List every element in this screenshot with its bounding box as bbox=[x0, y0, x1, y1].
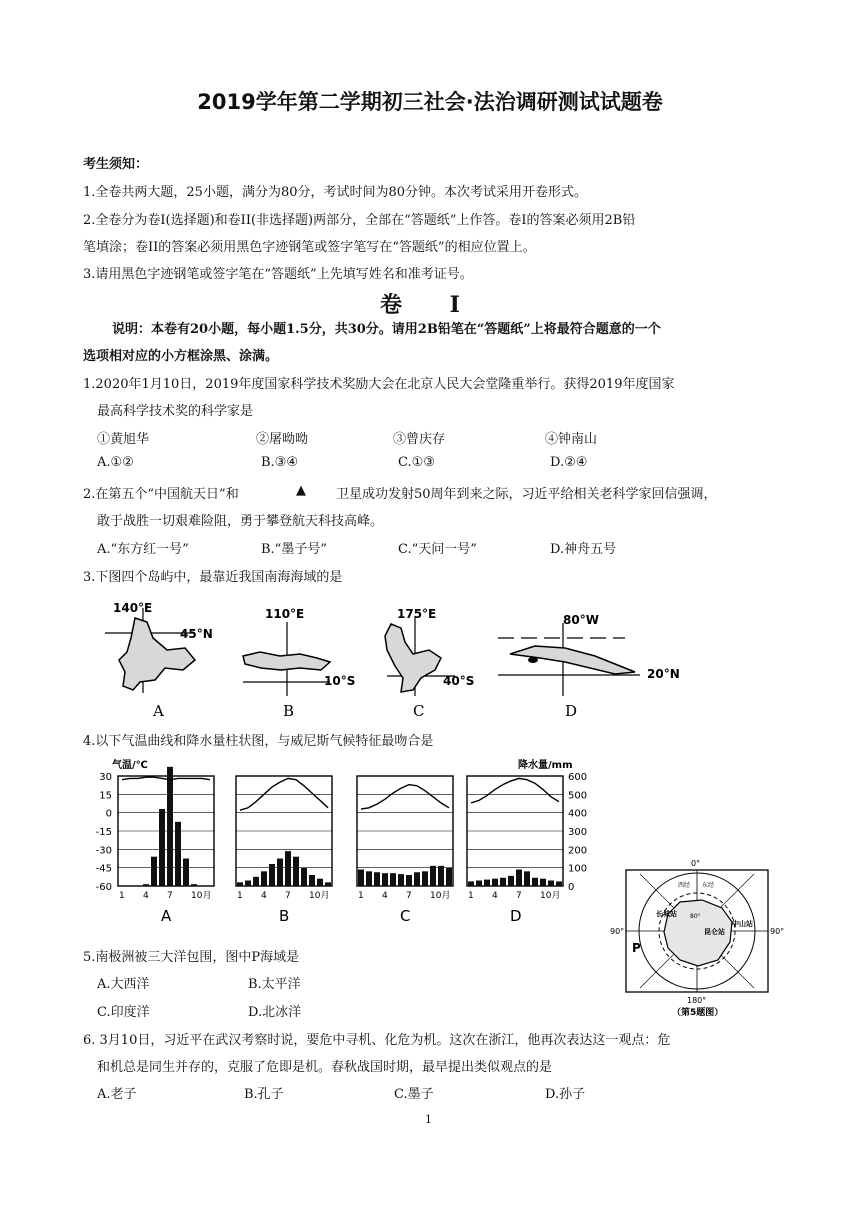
q6-stem: 和机总是同生并存的，克服了危即是机。春秋战国时期，最早提出类似观点的是 bbox=[97, 1060, 553, 1075]
precip-bar bbox=[309, 875, 315, 886]
precip-bar bbox=[374, 872, 380, 886]
page-number: 1 bbox=[425, 1113, 432, 1126]
climate-chart-c bbox=[357, 776, 453, 925]
map-top-label: 0° bbox=[691, 859, 701, 868]
temp-tick-label: -30 bbox=[95, 845, 112, 857]
precip-bar bbox=[438, 866, 444, 886]
map-right-label: 90° bbox=[770, 927, 785, 936]
month-tick-label: 10月 bbox=[191, 891, 212, 901]
zhongshan-label: 中山站 bbox=[732, 920, 753, 928]
month-tick-label: 7 bbox=[406, 891, 412, 901]
precip-bar bbox=[398, 874, 404, 886]
q6-stem: 6. 3月10日，习近平在武汉考察时说，要危中寻机、化危为机。这次在浙江，他再次表达这一观点：危 bbox=[83, 1033, 671, 1048]
map-label: C bbox=[413, 702, 425, 720]
q5-option: A.大西洋 bbox=[97, 977, 150, 992]
chart-label: D bbox=[510, 907, 522, 925]
precip-tick-label: 400 bbox=[568, 808, 588, 820]
q5-option: B.太平洋 bbox=[248, 977, 301, 992]
month-tick-label: 1 bbox=[119, 891, 125, 901]
map-bottom-label: 180° bbox=[687, 996, 707, 1005]
precip-bar bbox=[277, 859, 283, 887]
temp-tick-label: 15 bbox=[99, 790, 112, 802]
q1-option: B.③④ bbox=[261, 455, 298, 470]
month-tick-label: 1 bbox=[237, 891, 243, 901]
precip-bar bbox=[414, 872, 420, 886]
island-shape bbox=[385, 624, 441, 692]
precip-bar bbox=[143, 884, 149, 886]
q1-item: ③曾庆存 bbox=[393, 432, 446, 447]
temp-tick-label: -15 bbox=[95, 827, 112, 838]
q1-stem: 最高科学技术奖的科学家是 bbox=[97, 404, 254, 419]
precip-bar bbox=[261, 871, 267, 886]
precip-bar bbox=[175, 822, 181, 886]
precip-bar bbox=[484, 880, 490, 886]
q1-option: D.②④ bbox=[550, 455, 588, 470]
precip-tick-labels bbox=[568, 772, 587, 893]
precip-bar bbox=[516, 870, 522, 887]
west-label: 西经 bbox=[678, 882, 691, 889]
chart-label: A bbox=[161, 907, 172, 925]
precip-bar bbox=[325, 882, 331, 886]
q4-stem: 4.以下气温曲线和降水量柱状图，与威尼斯气候特征最吻合是 bbox=[83, 734, 434, 749]
precip-bar bbox=[492, 879, 498, 886]
precip-bar bbox=[301, 868, 307, 886]
precip-bar bbox=[556, 881, 562, 886]
precip-bar bbox=[167, 767, 173, 886]
temp-tick-label: -45 bbox=[95, 863, 112, 875]
map-lat-label: 20°N bbox=[647, 667, 680, 681]
map-lat-label: 45°N bbox=[180, 627, 213, 641]
map-lon-label: 175°E bbox=[397, 607, 437, 621]
chart-label: C bbox=[400, 907, 411, 925]
precip-bar bbox=[390, 873, 396, 886]
q5-option: C.印度洋 bbox=[97, 1005, 150, 1020]
precip-bar bbox=[366, 871, 372, 886]
east-label: 东经 bbox=[702, 882, 715, 889]
changcheng-label: 长城站 bbox=[656, 910, 677, 918]
month-tick-label: 1 bbox=[358, 891, 364, 901]
map-label: D bbox=[565, 702, 578, 720]
precip-bar bbox=[532, 878, 538, 886]
temp-line bbox=[361, 785, 449, 809]
figure-caption: （第5题图） bbox=[672, 1008, 724, 1018]
climate-charts bbox=[82, 752, 592, 930]
precip-bar bbox=[500, 878, 506, 886]
notice-item: 1.全卷共两大题，25小题，满分为80分，考试时间为80分钟。本次考试采用开卷形式。 bbox=[83, 185, 588, 200]
month-tick-label: 4 bbox=[492, 891, 498, 901]
precip-tick-label: 300 bbox=[568, 827, 588, 838]
q1-item: ②屠呦呦 bbox=[256, 432, 309, 447]
temp-tick-label: 0 bbox=[105, 808, 112, 820]
temp-line bbox=[471, 778, 559, 803]
month-tick-label: 7 bbox=[516, 891, 522, 901]
precip-bar bbox=[285, 851, 291, 886]
notice-heading: 考生须知： bbox=[83, 157, 149, 172]
precip-tick-label: 100 bbox=[568, 863, 588, 875]
climate-chart-b bbox=[236, 776, 332, 925]
precip-bar bbox=[508, 876, 514, 886]
antarctica-map bbox=[610, 856, 785, 1018]
temp-line bbox=[122, 777, 210, 780]
precip-bar bbox=[293, 857, 299, 886]
chart-label: B bbox=[279, 907, 290, 925]
section-heading: 卷 I bbox=[380, 292, 480, 318]
map-lon-label: 110°E bbox=[265, 607, 305, 621]
island-map-c bbox=[385, 607, 474, 720]
instructions-line: 说明：本卷有20小题，每小题1.5分，共30分。请用2B铅笔在“答题纸”上将最符合题意的一个 bbox=[112, 322, 661, 337]
month-tick-label: 4 bbox=[143, 891, 149, 901]
q5-stem: 5.南极洲被三大洋包围，图中P海域是 bbox=[83, 950, 300, 965]
precip-tick-label: 500 bbox=[568, 790, 588, 802]
island-map-b bbox=[243, 607, 355, 720]
temp-axis-label: 气温/℃ bbox=[112, 760, 148, 771]
precip-bar bbox=[317, 879, 323, 886]
precip-bar bbox=[446, 868, 452, 886]
temp-tick-labels bbox=[96, 772, 112, 893]
temp-tick-label: -60 bbox=[95, 882, 112, 893]
q1-item: ①黄旭华 bbox=[97, 432, 150, 447]
island-maps bbox=[95, 598, 695, 723]
q6-option: D.孙子 bbox=[545, 1087, 586, 1102]
q5-option: D.北冰洋 bbox=[248, 1005, 302, 1020]
precip-bar bbox=[191, 884, 197, 886]
precip-axis-label: 降水量/mm bbox=[518, 760, 573, 771]
precip-bar bbox=[237, 882, 243, 886]
q2-stem: 卫星成功发射50周年到来之际，习近平给相关老科学家回信强调， bbox=[336, 487, 717, 502]
precip-bar bbox=[269, 864, 275, 886]
map-label: B bbox=[283, 702, 295, 720]
precip-bar bbox=[548, 881, 554, 887]
q6-option: C.墨子 bbox=[394, 1087, 434, 1102]
island-map-a bbox=[105, 601, 213, 720]
month-tick-label: 7 bbox=[167, 891, 173, 901]
precip-bar bbox=[524, 871, 530, 886]
map-lon-label: 140°E bbox=[113, 601, 153, 615]
precip-tick-label: 200 bbox=[568, 845, 588, 857]
map-lat-label: 10°S bbox=[324, 674, 356, 688]
q1-stem: 1.2020年1月10日，2019年度国家科学技术奖励大会在北京人民大会堂隆重举行。获得2019年度国家 bbox=[83, 377, 675, 392]
month-tick-label: 4 bbox=[261, 891, 267, 901]
q6-option: B.孔子 bbox=[244, 1087, 284, 1102]
month-tick-label: 10月 bbox=[540, 891, 561, 901]
climate-chart-a bbox=[118, 767, 214, 925]
q6-option: A.老子 bbox=[97, 1087, 137, 1102]
month-tick-label: 4 bbox=[382, 891, 388, 901]
precip-bar bbox=[468, 881, 474, 886]
climate-chart-d bbox=[467, 776, 563, 925]
precip-bar bbox=[358, 870, 364, 887]
q1-option: A.①② bbox=[97, 455, 134, 470]
q2-stem: 敢于战胜一切艰难险阻，勇于攀登航天科技高峰。 bbox=[97, 514, 384, 529]
p-sea-label: P bbox=[632, 941, 641, 955]
notice-item: 2.全卷分为卷I(选择题)和卷II(非选择题)两部分，全部在“答题纸”上作答。卷I的答案必须用2B铅 bbox=[83, 213, 636, 228]
page-title: 2019学年第二学期初三社会·法治调研测试试题卷 bbox=[197, 90, 663, 114]
precip-bar bbox=[159, 809, 165, 886]
map-label: A bbox=[153, 702, 164, 720]
q1-item: ④钟南山 bbox=[545, 432, 598, 447]
blank-triangle: ▲ bbox=[296, 483, 306, 498]
precip-bar bbox=[382, 873, 388, 886]
precip-bar bbox=[540, 879, 546, 886]
q2-stem: 2.在第五个“中国航天日”和 bbox=[83, 487, 239, 502]
precip-tick-label: 0 bbox=[568, 882, 575, 893]
map-lon-label: 80°W bbox=[563, 613, 599, 627]
q1-option: C.①③ bbox=[398, 455, 435, 470]
q2-option: B.“墨子号” bbox=[261, 542, 327, 557]
lat-label: 80° bbox=[690, 913, 701, 920]
precip-bar bbox=[245, 881, 251, 887]
q3-stem: 3.下图四个岛屿中，最靠近我国南海海域的是 bbox=[83, 570, 343, 585]
precip-bar bbox=[476, 881, 482, 887]
precip-bar bbox=[253, 877, 259, 886]
month-tick-label: 10月 bbox=[430, 891, 451, 901]
island-map-d bbox=[498, 613, 680, 720]
q2-option: D.神舟五号 bbox=[550, 542, 617, 557]
precip-bar bbox=[422, 871, 428, 886]
precip-tick-label: 600 bbox=[568, 772, 588, 783]
q2-option: C.“天问一号” bbox=[398, 542, 477, 557]
notice-item: 笔填涂；卷II的答案必须用黑色字迹钢笔或签字笔写在“答题纸”的相应位置上。 bbox=[83, 240, 536, 255]
notice-item: 3.请用黑色字迹钢笔或签字笔在“答题纸”上先填写姓名和准考证号。 bbox=[83, 267, 473, 282]
map-left-label: 90° bbox=[610, 927, 625, 936]
kunlun-label: 昆仑站 bbox=[704, 928, 725, 936]
temp-tick-label: 30 bbox=[99, 772, 112, 783]
q2-option: A.“东方红一号” bbox=[97, 542, 189, 557]
precip-bar bbox=[183, 859, 189, 887]
precip-bar bbox=[406, 875, 412, 886]
precip-bar bbox=[151, 857, 157, 886]
month-tick-label: 10月 bbox=[309, 891, 330, 901]
map-lat-label: 40°S bbox=[443, 674, 475, 688]
island-shape bbox=[243, 652, 330, 670]
instructions-line: 选项相对应的小方框涂黑、涂满。 bbox=[83, 349, 279, 364]
month-tick-label: 7 bbox=[285, 891, 291, 901]
precip-bar bbox=[430, 866, 436, 886]
month-tick-label: 1 bbox=[468, 891, 474, 901]
